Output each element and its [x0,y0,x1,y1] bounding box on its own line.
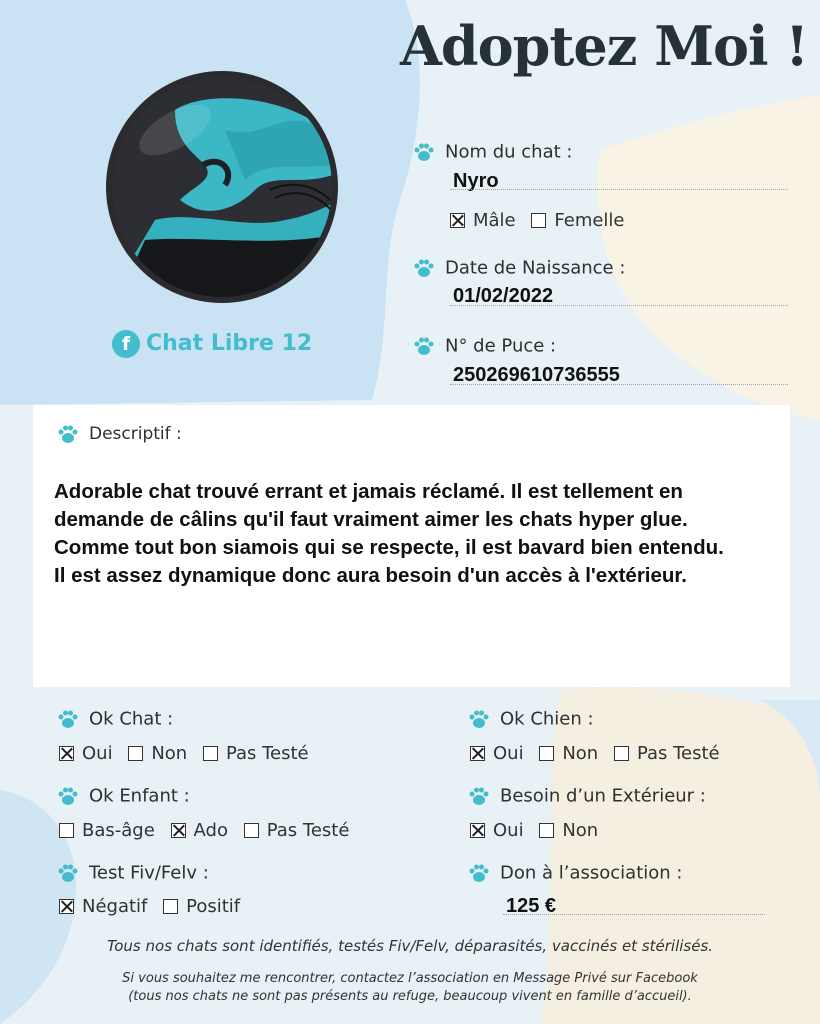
paw-icon [468,709,490,729]
paw-icon [57,709,79,729]
ok-enfant-bas-age[interactable] [59,820,155,841]
checkbox-icon[interactable] [163,899,178,914]
option-label: Pas Testé [636,743,720,764]
fiv-felv-negatif[interactable] [59,896,147,917]
sex-option-male[interactable] [450,210,516,231]
description-text: Adorable chat trouvé errant et jamais réclamé. Il est tellement en demande de câlins qu'il faut vraiment aimer les chats hyper glue. Comme tout bon siamois qui se respecte, il est bavard bien entendu. Il est assez dynamique donc aura besoin d'un accès à l'extérieur. [54,480,724,587]
ok-chien-options [470,743,730,764]
footer-line-2: Si vous souhaitez me rencontrer, contactez l’association en Message Privé sur Facebook [122,971,698,986]
ok-enfant-ado[interactable] [171,820,228,841]
checkbox-icon[interactable] [59,823,74,838]
option-label: Non [151,743,188,764]
option-label: Non [562,743,599,764]
name-label [413,141,572,163]
checkbox-icon[interactable] [59,746,74,761]
ok-chien-label [468,708,594,730]
checkbox-icon[interactable] [531,213,546,228]
option-label: Pas Testé [225,743,309,764]
ok-enfant-label-text: Ok Enfant : [89,785,190,807]
checkbox-icon[interactable] [203,746,218,761]
paw-icon [413,258,435,278]
ok-chat-non[interactable] [128,743,187,764]
option-label: Oui [82,743,113,764]
fiv-felv-label [57,862,209,884]
association-name: Chat Libre 12 [146,331,313,356]
cat-logo [85,70,360,305]
ok-enfant-options [59,820,359,841]
paw-icon [57,424,79,444]
checkbox-icon[interactable] [470,746,485,761]
ok-chien-pas-teste[interactable] [614,743,720,764]
exterieur-options [470,820,608,841]
name-value: Nyro [453,170,499,192]
birth-underline [450,305,788,306]
option-label: Oui [493,743,524,764]
option-label: Bas-âge [82,820,155,841]
checkbox-icon[interactable] [59,899,74,914]
sex-option-label: Mâle [473,210,516,231]
sex-option-female[interactable] [531,210,624,231]
paw-icon [468,863,490,883]
fiv-felv-options [59,896,250,917]
ok-enfant-pas-teste[interactable] [244,820,350,841]
option-label: Positif [186,896,241,917]
ok-chat-label [57,708,173,730]
checkbox-icon[interactable] [614,746,629,761]
paw-icon [57,786,79,806]
description-label-text: Descriptif : [89,424,182,444]
don-value: 125 € [506,895,557,917]
name-label-text: Nom du chat : [445,141,573,163]
exterieur-non[interactable] [539,820,598,841]
checkbox-icon[interactable] [470,823,485,838]
ok-chat-options [59,743,319,764]
ok-enfant-label [57,785,190,807]
facebook-icon: f [112,330,140,358]
ok-chat-oui[interactable] [59,743,113,764]
exterieur-label [468,785,706,807]
ok-chat-pas-teste[interactable] [203,743,309,764]
fiv-felv-positif[interactable] [163,896,240,917]
name-underline [450,189,788,190]
paw-icon [57,863,79,883]
exterieur-label-text: Besoin d’un Extérieur : [500,785,706,807]
sex-option-label: Femelle [554,210,625,231]
paw-icon [413,142,435,162]
checkbox-icon[interactable] [539,823,554,838]
page-title: Adoptez Moi ! [400,14,809,78]
sex-options [450,210,635,231]
option-label: Non [562,820,599,841]
exterieur-oui[interactable] [470,820,524,841]
birth-label-text: Date de Naissance : [445,257,626,279]
checkbox-icon[interactable] [244,823,259,838]
don-underline [503,914,765,915]
chip-value: 250269610736555 [453,364,620,386]
paw-icon [468,786,490,806]
don-label-text: Don à l’association : [500,862,683,884]
chip-underline [450,384,788,385]
option-label: Pas Testé [266,820,350,841]
option-label: Ado [193,820,228,841]
footer-contact [0,970,820,1006]
chip-label-text: N° de Puce : [445,335,557,357]
checkbox-icon[interactable] [539,746,554,761]
facebook-link[interactable] [112,330,312,358]
don-label [468,862,682,884]
checkbox-icon[interactable] [171,823,186,838]
option-label: Négatif [82,896,148,917]
ok-chien-non[interactable] [539,743,598,764]
footer-line-3: (tous nos chats ne sont pas présents au refuge, beaucoup vivent en famille d’accueil). [128,989,692,1004]
ok-chat-label-text: Ok Chat : [89,708,174,730]
footer-line-1: Tous nos chats sont identifiés, testés Fiv/Felv, déparasités, vaccinés et stérilisés. [106,937,714,955]
chip-label [413,335,556,357]
paw-icon [413,336,435,356]
ok-chien-label-text: Ok Chien : [500,708,594,730]
description-label [57,424,182,444]
checkbox-icon[interactable] [128,746,143,761]
birth-label [413,257,625,279]
fiv-felv-label-text: Test Fiv/Felv : [89,862,209,884]
ok-chien-oui[interactable] [470,743,524,764]
checkbox-icon[interactable] [450,213,465,228]
option-label: Oui [493,820,524,841]
birth-value: 01/02/2022 [453,285,554,307]
